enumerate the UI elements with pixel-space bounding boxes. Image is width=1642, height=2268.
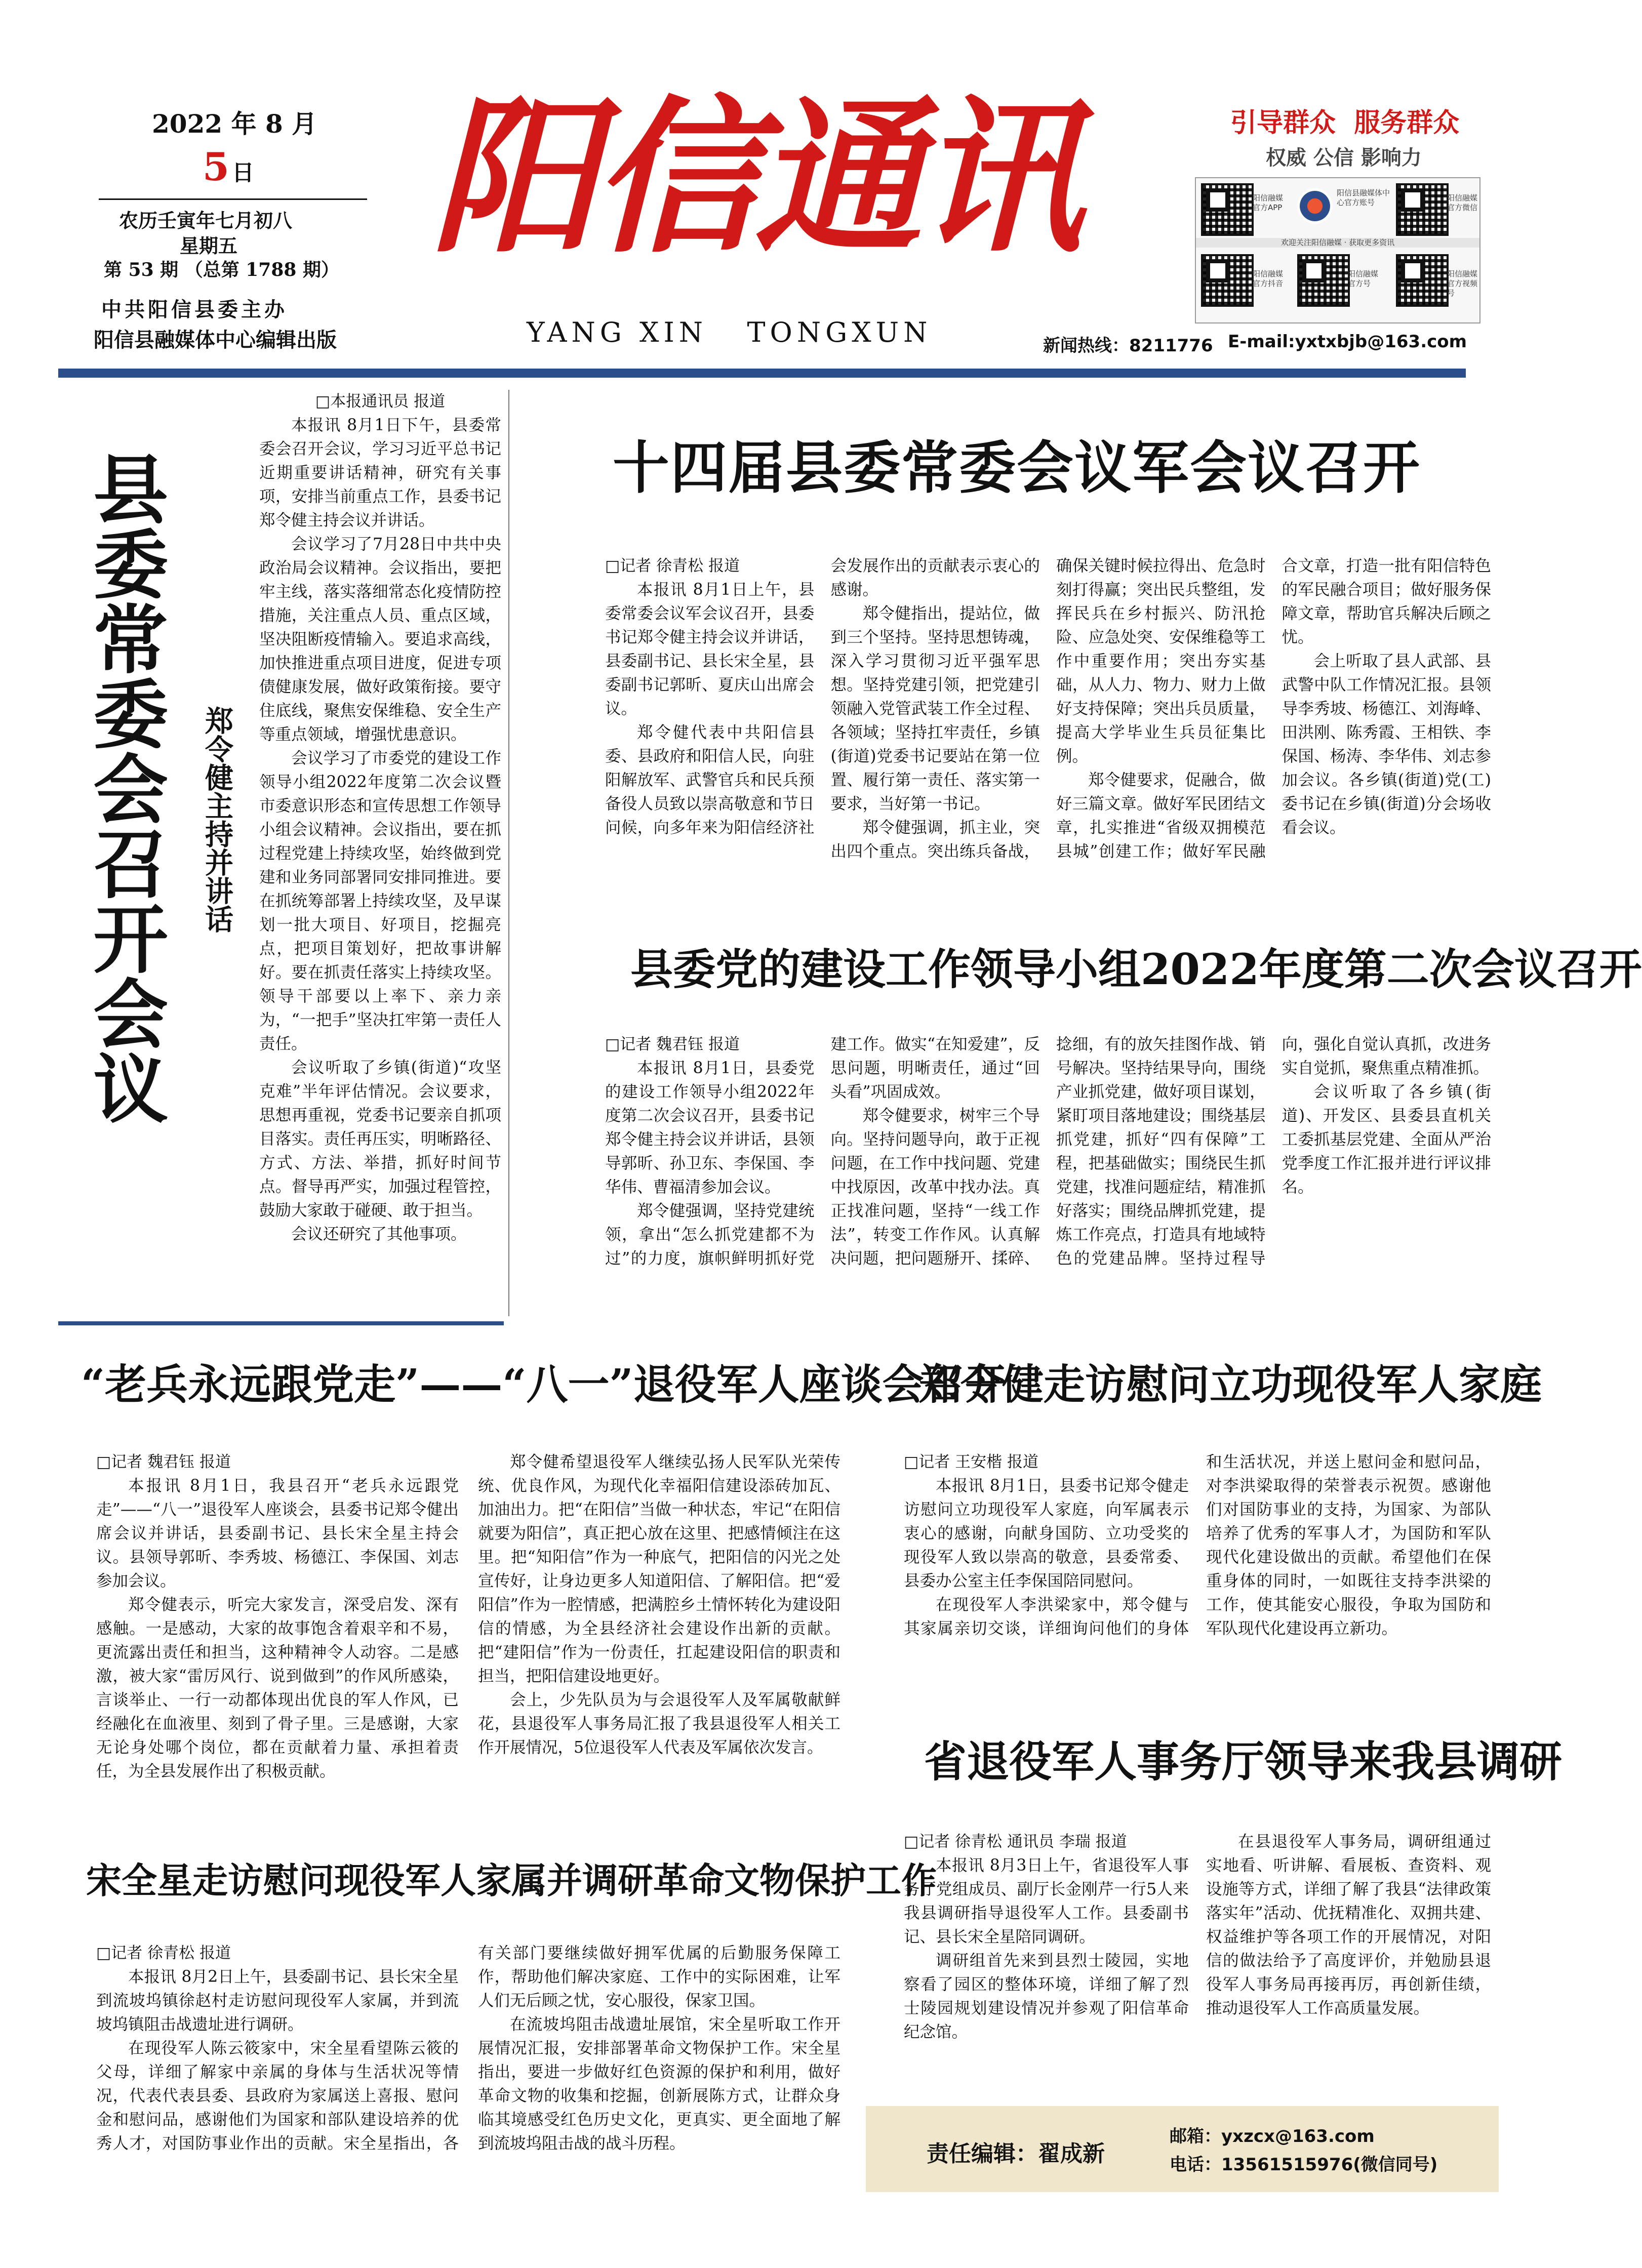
article-body xyxy=(96,1941,840,2156)
weekday: 星期五 xyxy=(180,234,238,257)
qr-caption-douyin: 阳信融媒官方抖音 xyxy=(1253,269,1284,288)
qr-code-wechat[interactable] xyxy=(1396,183,1449,236)
publisher: 阳信县融媒体中心编辑出版 xyxy=(94,328,337,352)
party-headline: 县委党的建设工作领导小组2022年度第二次会议召开 xyxy=(630,944,1642,994)
article-body xyxy=(96,1450,840,1784)
responsible-editor: 责任编辑：翟成新 xyxy=(927,2141,1105,2167)
paragraph: 郑令健表示，听完大家发言，深受启发、深有感触。一是感动，大家的故事饱含着艰辛和不易，更流露出责任和担当，这种精神令人动容。二是感激，被大家“雷厉风行、说到做到”的作风所感染，言谈举止、一行一动都体现出优良的军人作风，已经融化在血液里、刻到了骨子里。三是感谢，大家无论身处哪个岗位，都在贡献着力量、承担着责任，为全县发展作出了积极贡献。 xyxy=(96,1596,459,1780)
news-hotline: 新闻热线：8211776 xyxy=(1043,336,1213,356)
paragraph: 郑令健强调，抓主业，突出四个重点。突出练兵备战，确保关键时候拉得出、危急时刻打得赢；突出民兵整组，发挥民兵在乡村振兴、防汛抢险、应急处突、安保维稳等工作中重要作用；突出夯实基础，从人力、物力、财力上做好支持保障；突出兵员质量，提高大学毕业生兵员征集比例。 xyxy=(830,557,1266,861)
qr-banner: 欢迎关注阳信融媒 · 获取更多资讯 xyxy=(1196,238,1479,248)
paragraph: 本报讯 8月3日上午，省退役军人事务厅党组成员、副厅长金刚芹一行5人来我县调研指导退役军人工作。县委副书记、县长宋全星陪同调研。 xyxy=(904,1856,1189,1946)
paragraph: 会上，少先队员为与会退役军人及军属敬献鲜花，县退役军人事务局汇报了我县退役军人相关工作开展情况，5位退役军人代表及军属依次发言。 xyxy=(478,1691,840,1757)
paragraph: 会上听取了县人武部、县武警中队工作情况汇报。县领导李秀坡、杨德江、刘海峰、田洪刚、陈秀霞、王相铁、李保国、杨涛、李华伟、刘志参加会议。各乡镇(街道)党(工)委书记在乡镇(街道)分会场收看会议。 xyxy=(1281,652,1491,837)
qr-code-douyin[interactable] xyxy=(1201,254,1254,307)
article-body xyxy=(904,1830,1491,2044)
military-headline: 十四届县委常委会议军会议召开 xyxy=(613,435,1421,501)
dept-headline: 省退役军人事务厅领导来我县调研 xyxy=(924,1736,1563,1787)
date-year-month: 2022 年 8 月 xyxy=(152,109,317,139)
lead-headline: 县委常委会召开会议 xyxy=(81,451,168,1125)
military-article xyxy=(605,554,1491,899)
paragraph: 郑令健强调，坚持党建统领，拿出“怎么抓党建都不为过”的力度，旗帜鲜明抓好党建工作。做实“在知爱建”，反思问题，明晰责任，通过“回头看”巩固成效。 xyxy=(605,1035,1040,1268)
paragraph: 郑令健代表中共阳信县委、县政府和阳信人民，向驻阳解放军、武警官兵和民兵预备役人员致以崇高敬意和节日问候，向多年来为阳信经济社会发展作出的贡献表示衷心的感谢。 xyxy=(605,557,1040,837)
paragraph: 在现役军人李洪梁家中，郑令健与其家属亲切交谈，详细询问他们的身体和生活状况，并送上慰问金和慰问品，对李洪梁取得的荣誉表示祝贺。感谢他们对国防事业的支持，为国家、为部队培养了优秀的军事人才，为国防和军队现代化建设做出的贡献。希望他们在保重身体的同时，一如既往支持李洪梁的工作，使其能安心服役，争取为国防和军队现代化建设再立新功。 xyxy=(904,1453,1491,1638)
byline: □记者 魏君钰 报道 xyxy=(605,1035,740,1054)
paragraph: 会议听取了乡镇(街道)“攻坚克难”半年评估情况。会议要求，思想再重视，党委书记要亲自抓项目落实。责任再压实，明晰路径、方式、方法、举措，抓好时间节点。督导再严实，加强过程管控，鼓励大家敢于碰硬、敢于担当。 xyxy=(259,1059,501,1220)
paragraph: 本报讯 8月1日，县委党的建设工作领导小组2022年度第二次会议召开，县委书记郑令健主持会议并讲话，县领导郭昕、孙卫东、李保国、李华伟、曹福清参加会议。 xyxy=(605,1059,815,1196)
lead-subhead: 郑令健主持并讲话 xyxy=(201,706,234,933)
byline: □记者 徐青松 报道 xyxy=(605,557,740,575)
paragraph: 会议还研究了其他事项。 xyxy=(291,1225,467,1243)
qr-code-video[interactable] xyxy=(1396,254,1449,307)
paragraph: 在现役军人陈云筱家中，宋全星看望陈云筱的父母，详细了解家中亲属的身体与生活状况等情况，代表代表县委、县政府为家属送上喜报、慰问金和慰问品，感谢他们为国家和部队建设培养的优秀人才，对国防事业作出的贡献。宋全星指出，各有关部门要继续做好拥军优属的后勤服务保障工作，帮助他们解决家庭、工作中的实际困难，让军人们无后顾之忧，安心服役，保家卫国。 xyxy=(96,1944,840,2153)
footer-phone: 电话：13561515976(微信同号) xyxy=(1170,2155,1438,2175)
masthead-rule xyxy=(58,369,1466,378)
paragraph: 在县退役军人事务局，调研组通过实地看、听讲解、看展板、查资料、观设施等方式，详细了解了我县“法律政策落实年”活动、优抚精准化、双拥共建、权益维护等各项工作的开展情况，对阳信的做法给予了高度评价，并勉励县退役军人事务局再接再厉，再创新佳绩，推动退役军人工作高质量发展。 xyxy=(1206,1833,1491,2017)
lead-bottom-rule xyxy=(58,1321,504,1325)
organizer: 中共阳信县委主办 xyxy=(101,298,288,321)
qr-caption-official: 阳信融媒官方号 xyxy=(1348,269,1379,288)
column-divider xyxy=(508,390,509,1316)
veterans-article xyxy=(96,1450,840,1835)
footer-box xyxy=(866,2106,1499,2192)
masthead xyxy=(0,0,1523,375)
paragraph: 在流坡坞阻击战遗址展馆，宋全星听取工作开展情况汇报，安排部署革命文物保护工作。宋全星指出，要进一步做好红色资源的保护和利用，做好革命文物的收集和挖掘，创新展陈方式，让群众身临其境感受红色历史文化，更真实、更全面地了解到流坡坞阻击战的战斗历程。 xyxy=(478,2015,840,2153)
contact-email[interactable]: E-mail:yxtxbjb@163.com xyxy=(1228,332,1467,352)
footer-email[interactable]: 邮箱：yxzcx@163.com xyxy=(1170,2126,1375,2146)
paragraph: 调研组首先来到县烈士陵园，实地察看了园区的整体环境，详细了解了烈士陵园规划建设情况并参观了阳信革命纪念馆。 xyxy=(904,1952,1189,2041)
song-article xyxy=(96,1941,840,2240)
date-day-number: 5 xyxy=(203,144,229,189)
issue-number: 第 53 期 （总第 1788 期） xyxy=(104,259,339,280)
byline: □记者 徐青松 通讯员 李瑞 报道 xyxy=(904,1833,1127,1851)
lead-article xyxy=(259,390,501,1246)
qr-caption-video: 阳信融媒官方视频号 xyxy=(1447,269,1478,298)
party-article xyxy=(605,1033,1491,1326)
paragraph: 郑令健指出，提站位，做到三个坚持。坚持思想铸魂，深入学习贯彻习近平强军思想。坚持党建引领，把党建引领融入党管武装工作全过程、各领域；坚持扛牢责任，乡镇(街道)党委书记要站在第一位置、履行第一责任、落实第一要求，当好第一书记。 xyxy=(830,604,1040,813)
subslogan: 权威 公信 影响力 xyxy=(1266,146,1422,170)
paragraph: 会议学习了7月28日中共中央政治局会议精神。会议指出，要把牢主线，落实落细常态化疫情防控措施，关注重点人员、重点区域，坚决阻断疫情输入。要追求高线，加快推进重点项目进度，促进专项债健康发展，做好政策衔接。要守住底线，聚焦安保维稳、安全生产等重点领域，增强忧患意识。 xyxy=(259,535,501,744)
slogan: 引导群众 服务群众 xyxy=(1230,108,1460,138)
title-pinyin: YANG XIN TONGXUN xyxy=(527,316,932,348)
visit-headline: 郑令健走访慰问立功现役军人家庭 xyxy=(919,1360,1542,1409)
paragraph: 郑令健要求，树牢三个导向。坚持问题导向，敢于正视问题，在工作中找问题、党建中找原因，改革中找办法。真正找准问题，坚持“一线工作法”，转变工作作风。认真解决问题，把问题掰开、揉碎、捻细，有的放矢挂图作战、销号解决。坚持结果导向，围绕产业抓党建，做好项目谋划，紧盯项目落地建设；围绕基层抓党建，抓好“四有保障”工程，把基础做实；围绕民生抓党建，找准问题症结，精准抓好落实；围绕品牌抓党建，提炼工作亮点，打造具有地域特色的党建品牌。坚持过程导向，强化自觉认真抓，改进务实自觉抓，聚焦重点精准抓。 xyxy=(830,1035,1491,1268)
article-body xyxy=(605,1033,1491,1271)
logo-icon xyxy=(1297,188,1333,224)
date-day-unit: 日 xyxy=(231,160,254,186)
date-day xyxy=(203,144,254,189)
newspaper-title: 阳信通讯 xyxy=(430,79,1078,275)
date-divider xyxy=(99,198,367,200)
byline: □记者 魏君钰 报道 xyxy=(96,1453,231,1471)
song-headline: 宋全星走访慰问现役军人家属并调研革命文物保护工作 xyxy=(86,1859,937,1901)
paragraph: 会议听取了各乡镇(街道)、开发区、县委县直机关工委抓基层党建、全面从严治党季度工作汇报并进行评议排名。 xyxy=(1281,1083,1491,1196)
paragraph: 本报讯 8月1日，县委书记郑令健走访慰问立功现役军人家庭，向军属表示衷心的感谢，向献身国防、立功受奖的现役军人致以崇高的敬意，县委常委、县委办公室主任李保国陪同慰问。 xyxy=(904,1477,1189,1590)
paragraph: 会议学习了市委党的建设工作领导小组2022年度第二次会议暨市委意识形态和宣传思想工作领导小组会议精神。会议指出，要在抓过程党建上持续攻坚，始终做到党建和业务同部署同安排同推进。要在抓统筹部署上持续攻坚，及早谋划一批大项目、好项目，挖掘亮点，把项目策划好，把故事讲解好。要在抓责任落实上持续攻坚。领导干部要以上率下、亲力亲为，“一把手”坚决扛牢第一责任人责任。 xyxy=(259,749,501,1053)
article-body xyxy=(605,554,1491,864)
qr-panel xyxy=(1195,177,1480,323)
paragraph: 本报讯 8月1日上午，县委常委会议军会议召开，县委书记郑令健主持会议并讲话，县委副书记、县长宋全星，县委副书记郭昕、夏庆山出席会议。 xyxy=(605,581,815,718)
paragraph: 本报讯 8月2日上午，县委副书记、县长宋全星到流坡坞镇徐赵村走访慰问现役军人家属，并到流坡坞镇阻击战遗址进行调研。 xyxy=(96,1968,459,2034)
qr-caption-app: 阳信融媒官方APP xyxy=(1253,193,1284,212)
paragraph: 本报讯 8月1日下午，县委常委会召开会议，学习习近平总书记近期重要讲话精神，研究有关事项，安排当前重点工作，县委书记郑令健主持会议并讲话。 xyxy=(259,416,501,530)
paragraph: 郑令健希望退役军人继续弘扬人民军队光荣传统、优良作风，为现代化幸福阳信建设添砖加瓦、加油出力。把“在阳信”当做一种状态，牢记“在阳信就要为阳信”，真正把心放在这里、把感情倾注在这里。把“知阳信”作为一种底气，把阳信的闪光之处宣传好，让身边更多人知道阳信、了解阳信。把“爱阳信”作为一腔情感，把满腔乡土情怀转化为建设阳信的情感，为全县经济社会建设作出新的贡献。把“建阳信”作为一份责任，扛起建设阳信的职责和担当，把阳信建设地更好。 xyxy=(478,1453,840,1685)
dept-article xyxy=(904,1830,1491,2098)
paragraph: 本报讯 8月1日，我县召开“老兵永远跟党走”——“八一”退役军人座谈会，县委书记郑令健出席会议并讲话，县委副书记、县长宋全星主持会议。县领导郭昕、李秀坡、杨德江、李保国、刘志参加会议。 xyxy=(96,1477,459,1590)
byline: □记者 徐青松 报道 xyxy=(96,1944,231,1962)
article-body xyxy=(259,414,501,1246)
paragraph: 郑令健要求，促融合，做好三篇文章。做好军民团结文章，扎实推进“省级双拥模范县城”创建工作；做好军民融合文章，打造一批有阳信特色的军民融合项目；做好服务保障文章，帮助官兵解决后顾之忧。 xyxy=(1056,557,1491,861)
visit-article xyxy=(904,1450,1491,1688)
qr-caption-center: 阳信县融媒体中心官方账号 xyxy=(1337,188,1390,207)
byline: □本报通讯员 报道 xyxy=(315,392,446,411)
article-body xyxy=(904,1450,1491,1641)
qr-code-app[interactable] xyxy=(1201,183,1254,236)
byline: □记者 王安楷 报道 xyxy=(904,1453,1038,1471)
veterans-headline: “老兵永远跟党走”——“八一”退役军人座谈会召开 xyxy=(81,1360,1007,1409)
qr-code-official[interactable] xyxy=(1297,254,1350,307)
qr-caption-wechat: 阳信融媒官方微信 xyxy=(1447,193,1478,212)
lunar-date: 农历壬寅年七月初八 xyxy=(119,209,293,232)
